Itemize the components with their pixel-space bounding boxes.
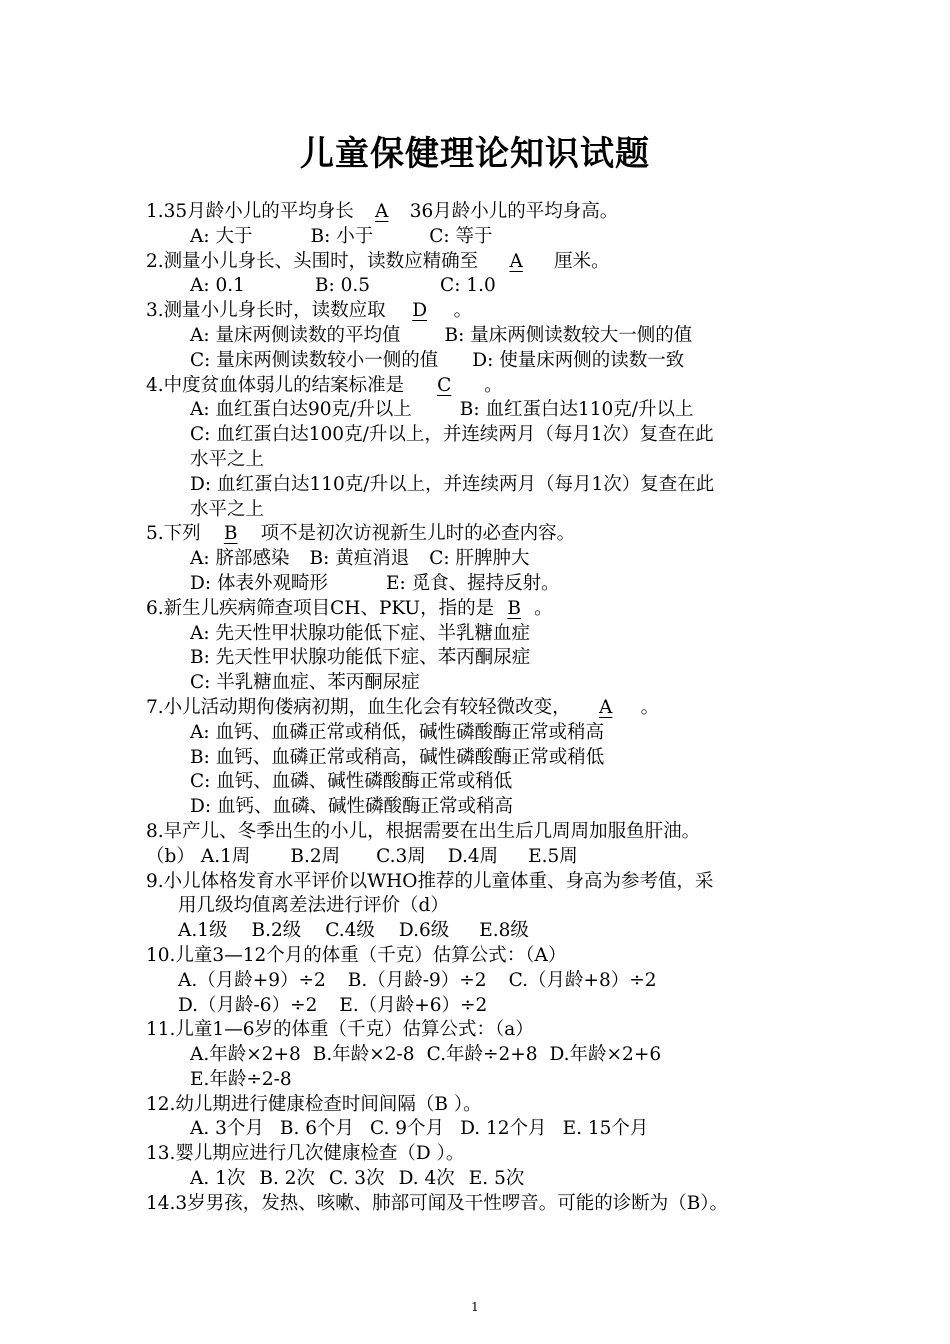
page-number: 1 — [471, 1300, 479, 1314]
option: B. 6个月 — [279, 1118, 355, 1140]
option-c: C: 半乳糖血症、苯丙酮尿症 — [190, 672, 420, 694]
question-13: 13.婴儿期应进行几次健康检查（D ）。 — [146, 1143, 465, 1165]
options-row — [146, 969, 826, 994]
option: D. 4次 — [398, 1168, 455, 1190]
option: E: 觅食、握持反射。 — [385, 572, 560, 594]
option: B: 血红蛋白达110克/升以上 — [459, 399, 694, 421]
options-row — [146, 572, 826, 597]
question-6 — [146, 597, 826, 622]
option: A: 大于 — [190, 225, 253, 247]
options-row — [146, 398, 826, 423]
option: E.8级 — [479, 920, 529, 942]
option: A.（月龄+9）÷2 — [178, 969, 326, 991]
options-row — [146, 1043, 826, 1068]
question-text: 项不是初次访视新生儿时的必查内容。 — [260, 523, 576, 545]
option: D. 12个月 — [460, 1118, 547, 1140]
question-2 — [146, 250, 826, 275]
options-row — [146, 994, 826, 1019]
option-d: D: 血红蛋白达110克/升以上，并连续两月（每月1次）复查在此 — [190, 473, 715, 495]
option-d-continued: 水平之上 — [190, 498, 265, 520]
question-text: 厘米。 — [554, 250, 610, 272]
option: E.5周 — [528, 845, 578, 867]
option-a: A: 先天性甲状腺功能低下症、半乳糖血症 — [190, 622, 530, 644]
document-title: 儿童保健理论知识试题 — [300, 134, 650, 174]
question-8: 8.早产儿、冬季出生的小儿，根据需要在出生后几周周加服鱼肝油。 — [146, 820, 701, 842]
option-c-continued: 水平之上 — [190, 448, 265, 470]
answer-blank: D — [412, 300, 428, 322]
question-1 — [146, 200, 826, 225]
option: A: 0.1 — [190, 275, 245, 297]
option: A: 脐部感染 — [190, 548, 290, 570]
question-9: 9.小儿体格发育水平评价以WHO推荐的儿童体重、身高为参考值，采 — [146, 870, 714, 892]
option: B.2级 — [251, 920, 302, 942]
question-text: 7.小儿活动期佝偻病初期，血生化会有较轻微改变， — [146, 696, 571, 718]
option: C: 肝脾肿大 — [429, 548, 530, 570]
question-4 — [146, 374, 826, 399]
answer-blank: A — [509, 250, 523, 272]
option: C. 3次 — [329, 1168, 385, 1190]
answer-blank: A — [598, 696, 613, 718]
option: A.1级 — [178, 920, 228, 942]
options-row — [146, 274, 826, 299]
question-text: 。 — [534, 597, 553, 619]
option: B.2周 — [290, 845, 341, 867]
options-row — [146, 349, 826, 374]
option: A: 量床两侧读数的平均值 — [190, 324, 401, 346]
option: A: 血红蛋白达90克/升以上 — [190, 399, 412, 421]
option: B: 小于 — [310, 225, 374, 247]
option-c: C: 血钙、血磷、碱性磷酸酶正常或稍低 — [190, 771, 513, 793]
option: B. 2次 — [259, 1168, 316, 1190]
options-row — [146, 1167, 826, 1192]
question-text: 36月龄小儿的平均身高。 — [409, 201, 619, 222]
option-b: B: 血钙、血磷正常或稍高，碱性磷酸酶正常或稍低 — [190, 746, 605, 768]
option-e: E.年龄÷2-8 — [190, 1068, 292, 1090]
option: C. 9个月 — [370, 1118, 445, 1140]
option-d: D: 血钙、血磷、碱性磷酸酶正常或稍高 — [190, 796, 513, 818]
option: A. 3个月 — [190, 1118, 264, 1140]
option: C.年龄÷2+8 — [426, 1044, 538, 1066]
option: D.年龄×2+6 — [549, 1044, 662, 1066]
question-3 — [146, 299, 826, 324]
question-14: 14.3岁男孩，发热、咳嗽、肺部可闻及干性啰音。可能的诊断为（B）。 — [146, 1192, 729, 1214]
options-row — [146, 919, 826, 944]
question-text: 。 — [453, 300, 473, 322]
option: B: 0.5 — [314, 275, 371, 297]
option: A.年龄×2+8 — [190, 1044, 301, 1066]
option: A.1周 — [200, 845, 251, 867]
answer: （b） — [146, 845, 195, 867]
answer-blank: C — [437, 374, 452, 396]
option: C.（月龄+8）÷2 — [508, 969, 657, 991]
option: D: 使量床两侧的读数一致 — [472, 349, 685, 371]
answer-blank: B — [223, 523, 238, 545]
options-row — [146, 845, 826, 870]
question-9-continued: 用几级均值离差法进行评价（d） — [178, 895, 449, 917]
question-text: 3.测量小儿身长时，读数应取 — [146, 300, 386, 322]
option: B: 黄疸消退 — [309, 548, 410, 570]
option: B.（月龄-9）÷2 — [347, 969, 487, 991]
options-row — [146, 324, 826, 349]
option: D.4周 — [447, 845, 499, 867]
option-b: B: 先天性甲状腺功能低下症、苯丙酮尿症 — [190, 647, 531, 669]
option-a: A: 血钙、血磷正常或稍低，碱性磷酸酶正常或稍高 — [190, 721, 604, 743]
question-text: 6.新生儿疾病筛查项目CH、PKU，指的是 — [146, 597, 495, 619]
option: E.（月龄+6）÷2 — [339, 994, 488, 1016]
option: C.3周 — [376, 845, 426, 867]
options-row — [146, 1117, 826, 1142]
question-list — [146, 200, 826, 1217]
option: C: 等于 — [429, 225, 493, 247]
option: D.（月龄-6）÷2 — [178, 994, 318, 1016]
answer-blank: B — [507, 597, 521, 619]
option: C: 1.0 — [440, 275, 496, 297]
option: B.年龄×2-8 — [312, 1044, 415, 1066]
option: A. 1次 — [190, 1168, 246, 1190]
option: C.4级 — [325, 920, 375, 942]
option: C: 量床两侧读数较小一侧的值 — [190, 349, 439, 371]
question-10: 10.儿童3—12个月的体重（千克）估算公式：（A） — [146, 944, 567, 966]
question-text: 2.测量小儿身长、头围时，读数应精确至 — [146, 250, 479, 272]
option: E. 5次 — [468, 1168, 525, 1190]
question-12: 12.幼儿期进行健康检查时间间隔（B ）。 — [146, 1093, 482, 1115]
option: B: 量床两侧读数较大一侧的值 — [444, 324, 693, 346]
options-row — [146, 225, 826, 250]
option: D.6级 — [398, 920, 450, 942]
options-row — [146, 547, 826, 572]
option: D: 体表外观畸形 — [190, 572, 328, 594]
question-text: 。 — [640, 696, 660, 718]
option: E. 15个月 — [562, 1118, 649, 1140]
question-text: 。 — [484, 374, 503, 396]
question-text: 1.35月龄小儿的平均身长 — [146, 201, 354, 222]
question-text: 4.中度贫血体弱儿的结案标准是 — [146, 374, 405, 396]
answer-blank: A — [375, 201, 389, 222]
question-text: 5.下列 — [146, 523, 201, 545]
question-11: 11.儿童1—6岁的体重（千克）估算公式：（a） — [146, 1019, 534, 1041]
option-c: C: 血红蛋白达100克/升以上，并连续两月（每月1次）复查在此 — [190, 424, 714, 446]
question-5 — [146, 522, 826, 547]
question-7 — [146, 696, 826, 721]
